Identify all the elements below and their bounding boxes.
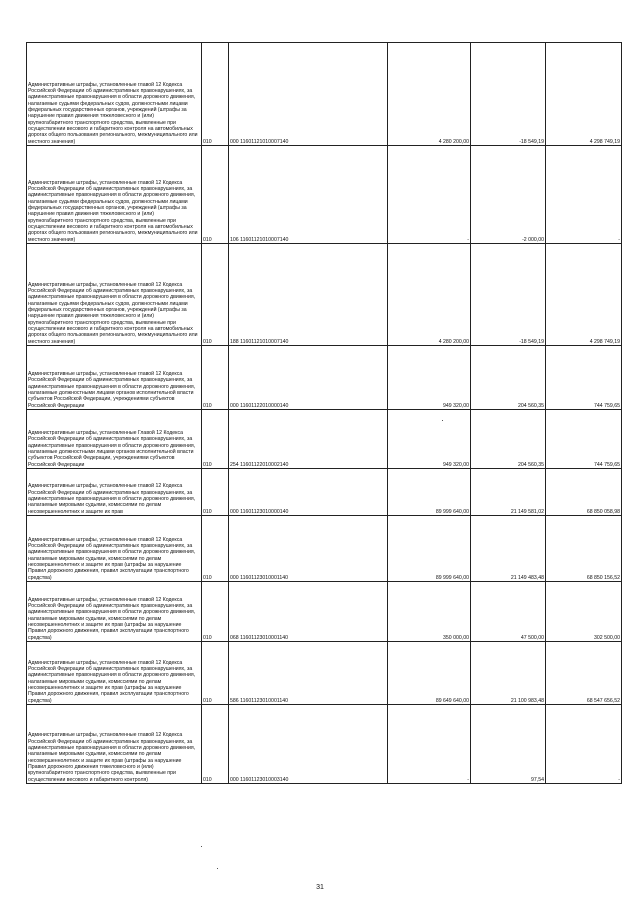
line-code-cell: 010: [202, 410, 229, 469]
line-code-cell: 010: [202, 705, 229, 784]
line-code-cell: 010: [202, 146, 229, 244]
executed-amount-cell: 21 149 581,02: [471, 469, 546, 516]
approved-amount-cell: 89 999 640,00: [388, 469, 471, 516]
scan-speck: [201, 846, 202, 847]
executed-amount-cell: -18 549,19: [471, 43, 546, 146]
budget-classification-code-cell: 000 11601121010007140: [229, 43, 388, 146]
line-code-cell: 010: [202, 43, 229, 146]
remaining-amount-cell: 744 759,65: [546, 410, 622, 469]
table-row: [27, 346, 622, 410]
executed-amount-cell: 204 560,35: [471, 346, 546, 410]
line-code-cell: 010: [202, 642, 229, 705]
line-code-cell: 010: [202, 346, 229, 410]
executed-amount-cell: 47 500,00: [471, 582, 546, 642]
approved-amount-cell: 4 280 200,00: [388, 244, 471, 346]
report-table: [26, 42, 622, 784]
approved-amount-cell: 4 280 200,00: [388, 43, 471, 146]
line-code-cell: 010: [202, 244, 229, 346]
budget-classification-code-cell: 106 11601121010007140: [229, 146, 388, 244]
scan-speck: [217, 868, 218, 869]
indicator-name-cell: Административные штрафы, установленные главой 12 Кодекса Российской Федерации об административных правонарушениях, за административные правонарушения в области дорожного движения, налагаемые мировыми судьями, комиссиями по делам несовершеннолетних и защите их прав (штрафы за нарушение Правил дорожного движения, правил эксплуатации транспортного средства): [27, 582, 202, 642]
executed-amount-cell: -18 549,19: [471, 244, 546, 346]
indicator-name-cell: Административные штрафы, установленные главой 12 Кодекса Российской Федерации об административных правонарушениях, за административные правонарушения в области дорожного движения, налагаемые судьями федеральных судов, должностными лицами федеральных государственных органов, учреждений (штрафы за нарушение правил движения тяжеловесного и (или) крупногабаритного транспортного средства, выявленные при осуществлении весового и габаритного контроля на автомобильных дорогах общего пользования регионального, межмуниципального или местного значения): [27, 43, 202, 146]
table-row: [27, 516, 622, 582]
line-code-cell: 010: [202, 582, 229, 642]
page-number: 31: [316, 884, 324, 891]
budget-classification-code-cell: 000 11601123010003140: [229, 705, 388, 784]
indicator-name-cell: Административные штрафы, установленные главой 12 Кодекса Российской Федерации об административных правонарушениях, за административные правонарушения в области дорожного движения, налагаемые судьями федеральных судов, должностными лицами федеральных государственных органов, учреждений (штрафы за нарушение правил движения тяжеловесного и (или) крупногабаритного транспортного средства, выявленные при осуществлении весового и габаритного контроля на автомобильных дорогах общего пользования регионального, межмуниципального или местного значения): [27, 146, 202, 244]
remaining-amount-cell: -: [546, 705, 622, 784]
budget-classification-code-cell: 188 11601121010007140: [229, 244, 388, 346]
executed-amount-cell: 21 149 483,48: [471, 516, 546, 582]
scan-speck: [442, 420, 443, 421]
budget-classification-code-cell: 254 11601122010002140: [229, 410, 388, 469]
indicator-name-cell: Административные штрафы, установленные главой 12 Кодекса Российской Федерации об административных правонарушениях, за административные правонарушения в области дорожного движения, налагаемые мировыми судьями, комиссиями по делам несовершеннолетних и защите их прав (штрафы за нарушение Правил дорожного движения, правил эксплуатации транспортного средства): [27, 516, 202, 582]
table-row: [27, 582, 622, 642]
remaining-amount-cell: 68 547 656,52: [546, 642, 622, 705]
remaining-amount-cell: -: [546, 146, 622, 244]
approved-amount-cell: -: [388, 146, 471, 244]
approved-amount-cell: 89 999 640,00: [388, 516, 471, 582]
table-row: [27, 705, 622, 784]
table-row: [27, 43, 622, 146]
approved-amount-cell: 89 649 640,00: [388, 642, 471, 705]
line-code-cell: 010: [202, 469, 229, 516]
remaining-amount-cell: 4 298 749,19: [546, 244, 622, 346]
budget-classification-code-cell: 000 11601123010000140: [229, 469, 388, 516]
remaining-amount-cell: 68 850 156,52: [546, 516, 622, 582]
budget-classification-code-cell: 586 11601123010001140: [229, 642, 388, 705]
remaining-amount-cell: 744 759,65: [546, 346, 622, 410]
remaining-amount-cell: 68 850 058,98: [546, 469, 622, 516]
executed-amount-cell: -2 000,00: [471, 146, 546, 244]
indicator-name-cell: Административные штрафы, установленные главой 12 Кодекса Российской Федерации об административных правонарушениях, за административные правонарушения в области дорожного движения, налагаемые мировыми судьями, комиссиями по делам несовершеннолетних и защите их прав (штрафы за нарушение Правил дорожного движения, правил эксплуатации транспортного средства): [27, 642, 202, 705]
executed-amount-cell: 21 100 983,48: [471, 642, 546, 705]
approved-amount-cell: -: [388, 705, 471, 784]
indicator-name-cell: Административные штрафы, установленные главой 12 Кодекса Российской Федерации об административных правонарушениях, за административные правонарушения в области дорожного движения, налагаемые судьями федеральных судов, должностными лицами федеральных государственных органов, учреждений (штрафы за нарушение правил движения тяжеловесного и (или) крупногабаритного транспортного средства, выявленные при осуществлении весового и габаритного контроля на автомобильных дорогах общего пользования регионального, межмуниципального или местного значения): [27, 244, 202, 346]
table-row: [27, 642, 622, 705]
budget-classification-code-cell: 000 11601123010001140: [229, 516, 388, 582]
approved-amount-cell: 949 320,00: [388, 410, 471, 469]
indicator-name-cell: Административные штрафы, установленные главой 12 Кодекса Российской Федерации об административных правонарушениях, за административные правонарушения в области дорожного движения, налагаемые должностными лицами органов исполнительной власти субъектов Российской Федерации, учреждениями субъектов Российской Федерации: [27, 346, 202, 410]
remaining-amount-cell: 4 298 749,19: [546, 43, 622, 146]
budget-classification-code-cell: 000 11601122010000140: [229, 346, 388, 410]
table-row: [27, 469, 622, 516]
executed-amount-cell: 97,54: [471, 705, 546, 784]
indicator-name-cell: Административные штрафы, установленные Главой 12 Кодекса Российской Федерации об административных правонарушениях, за административные правонарушения в области дорожного движения, налагаемые должностными лицами органов исполнительной власти субъектов Российской Федерации, учреждениями субъектов Российской Федерации: [27, 410, 202, 469]
executed-amount-cell: 204 560,35: [471, 410, 546, 469]
indicator-name-cell: Административные штрафы, установленные главой 12 Кодекса Российской Федерации об административных правонарушениях, за административные правонарушения в области дорожного движения, налагаемые мировыми судьями, комиссиями по делам несовершеннолетних и защите их прав: [27, 469, 202, 516]
budget-classification-code-cell: 068 11601123010001140: [229, 582, 388, 642]
line-code-cell: 010: [202, 516, 229, 582]
table-row: [27, 244, 622, 346]
report-table-body: [27, 43, 622, 784]
indicator-name-cell: Административные штрафы, установленные главой 12 Кодекса Российской Федерации об административных правонарушениях, за административные правонарушения в области дорожного движения, налагаемые мировыми судьями, комиссиями по делам несовершеннолетних и защите их прав (штрафы за нарушение Правил дорожного движения тяжеловесного и (или) крупногабаритного транспортного средства, выявленные при осуществлении весового и габаритного контроля): [27, 705, 202, 784]
approved-amount-cell: 949 320,00: [388, 346, 471, 410]
table-row: [27, 410, 622, 469]
approved-amount-cell: 350 000,00: [388, 582, 471, 642]
remaining-amount-cell: 302 500,00: [546, 582, 622, 642]
table-row: [27, 146, 622, 244]
